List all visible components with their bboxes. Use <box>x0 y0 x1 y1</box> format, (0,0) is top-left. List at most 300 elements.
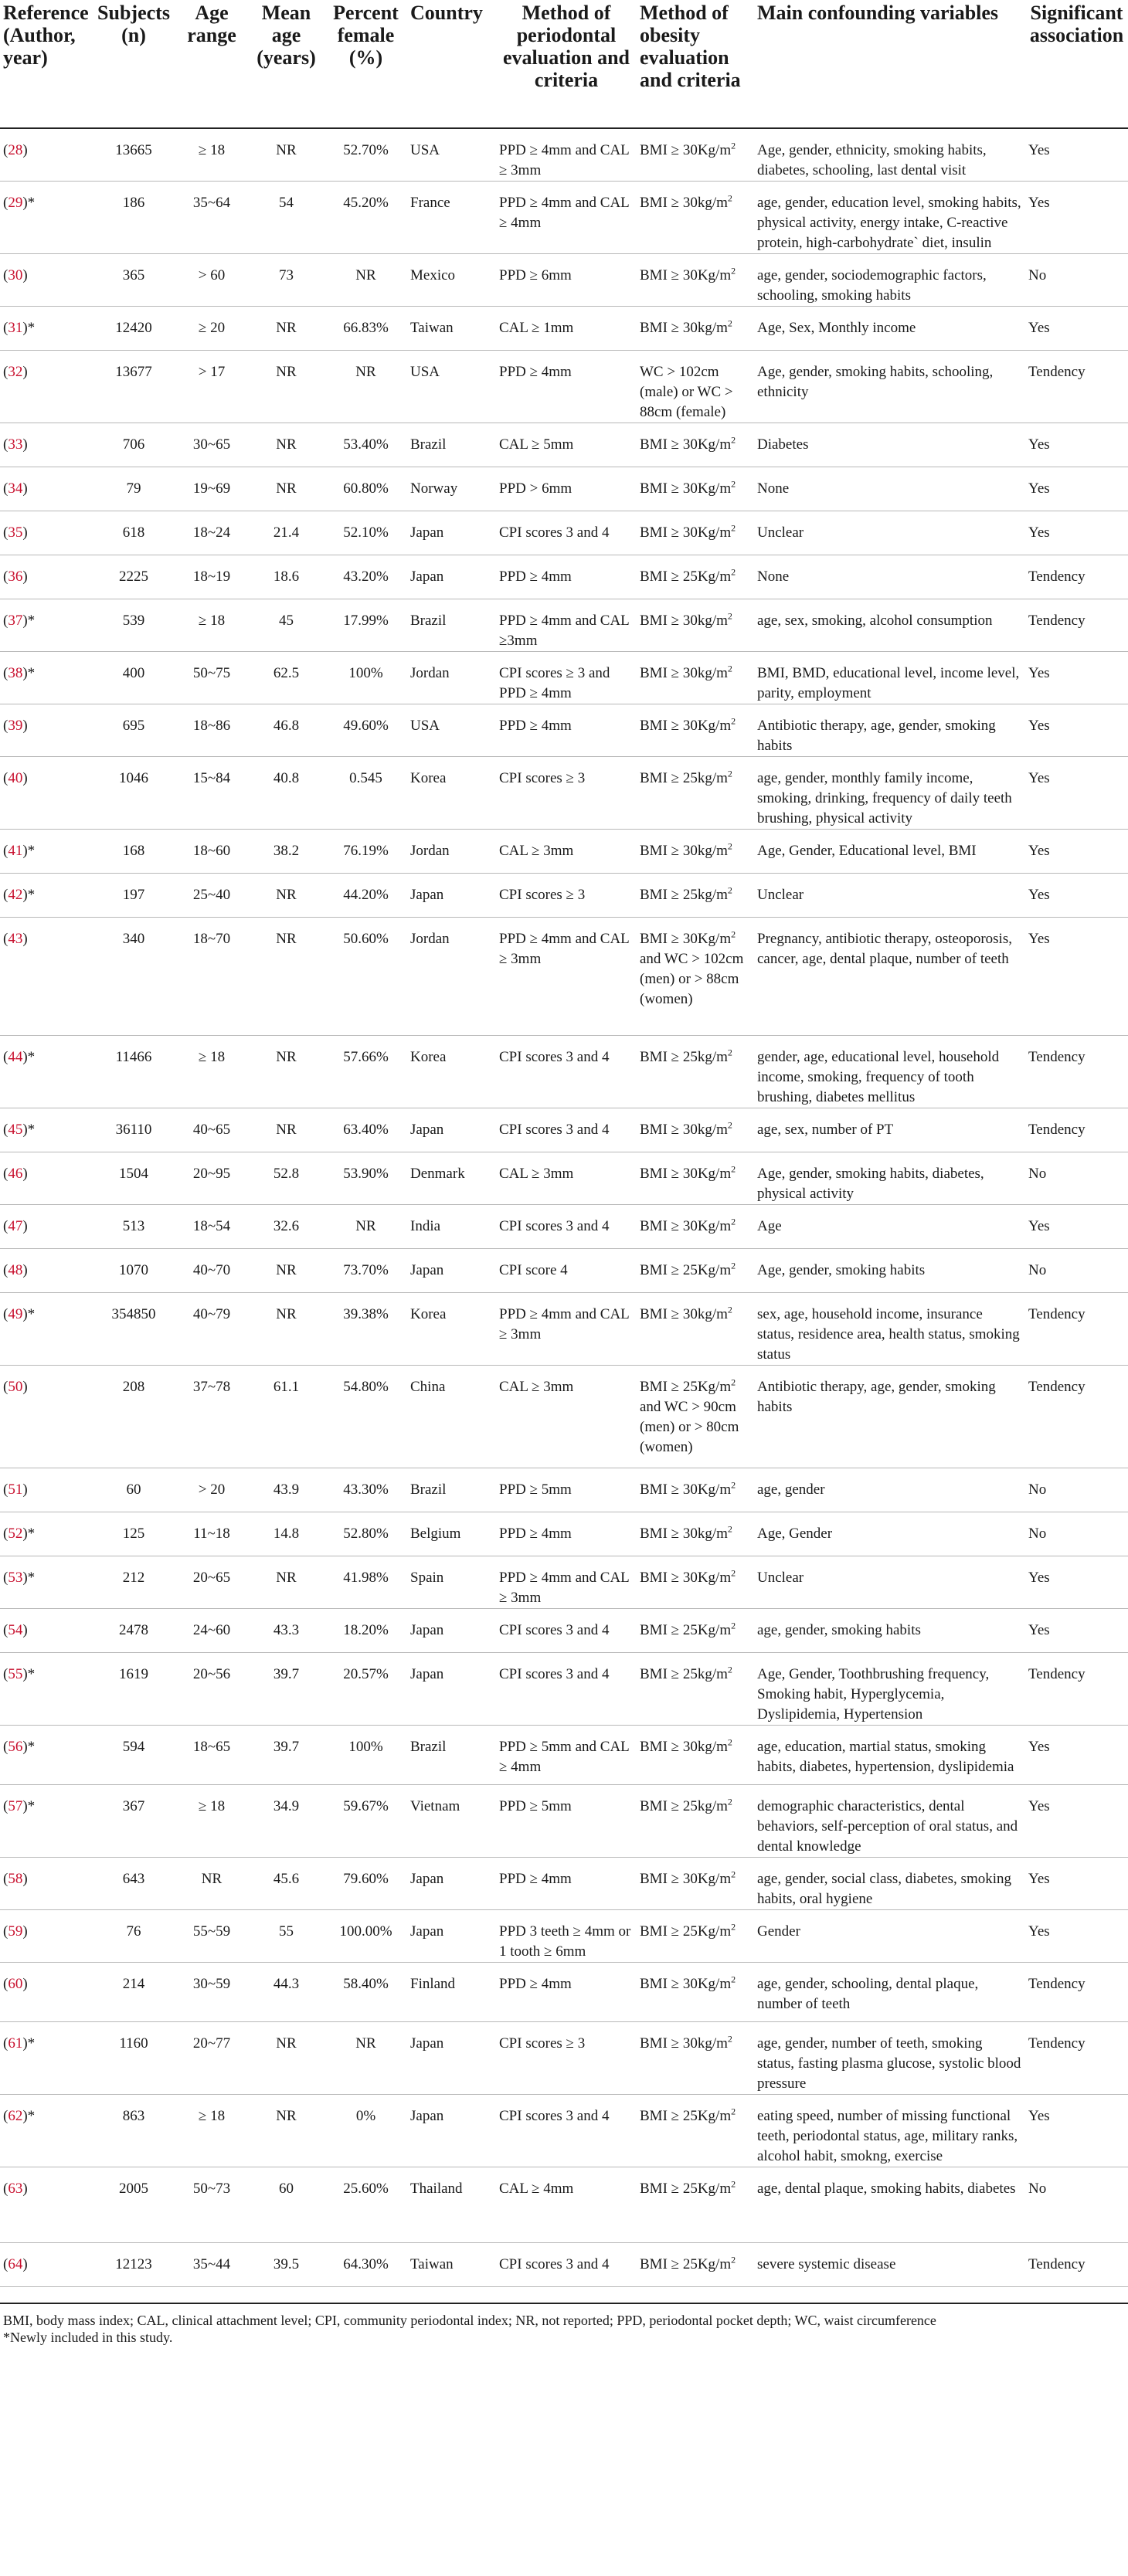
cell-reference: (53)* <box>0 1556 92 1609</box>
cell-confounders: severe systemic disease <box>754 2243 1025 2287</box>
cell-significant-association: Yes <box>1025 182 1128 254</box>
header-country: Country <box>407 0 496 128</box>
cell-percent-female: NR <box>324 254 407 307</box>
header-significant-association: Significant association <box>1025 0 1128 128</box>
cell-reference: (58) <box>0 1858 92 1910</box>
cell-significant-association: Yes <box>1025 830 1128 874</box>
cell-obesity-method: BMI ≥ $30Kg/m^2$ <box>637 254 754 307</box>
cell-obesity-method: BMI ≥ $25kg/m^2$ <box>637 757 754 830</box>
reference-link[interactable]: 62 <box>8 2108 23 2124</box>
cell-confounders: age, education, martial status, smoking habits, diabetes, hypertension, dyslipidemia <box>754 1726 1025 1785</box>
cell-confounders: age, gender, monthly family income, smoking, drinking, frequency of daily teeth brushing, physical activity <box>754 757 1025 830</box>
cell-significant-association: Tendency <box>1025 2243 1128 2287</box>
reference-link[interactable]: 44 <box>8 1049 23 1065</box>
cell-mean-age: 34.9 <box>248 1785 324 1858</box>
reference-link[interactable]: 50 <box>8 1379 23 1395</box>
cell-confounders: Age <box>754 1205 1025 1249</box>
cell-subjects: 11466 <box>92 1036 175 1108</box>
cell-age-range: > 17 <box>175 351 248 423</box>
cell-reference: (52)* <box>0 1512 92 1556</box>
cell-country: Jordan <box>407 652 496 704</box>
new-study-marker: * <box>27 1306 36 1322</box>
cell-significant-association: No <box>1025 1249 1128 1293</box>
cell-percent-female: 54.80% <box>324 1366 407 1468</box>
cell-percent-female: 66.83% <box>324 307 407 351</box>
cell-obesity-method: BMI ≥ $30kg/m^2$ <box>637 652 754 704</box>
cell-mean-age: 39.5 <box>248 2243 324 2287</box>
new-study-marker: * <box>27 665 36 681</box>
cell-reference: (34) <box>0 467 92 511</box>
reference-link[interactable]: 32 <box>8 364 23 380</box>
cell-confounders: Antibiotic therapy, age, gender, smoking habits <box>754 704 1025 757</box>
cell-obesity-method: BMI ≥ $25Kg/m^2$ <box>637 1249 754 1293</box>
cell-significant-association: Tendency <box>1025 1366 1128 1468</box>
cell-confounders: sex, age, household income, insurance status, residence area, health status, smoking status <box>754 1293 1025 1366</box>
cell-significant-association: Yes <box>1025 652 1128 704</box>
cell-reference: (40) <box>0 757 92 830</box>
cell-country: Norway <box>407 467 496 511</box>
cell-significant-association: Yes <box>1025 918 1128 1036</box>
cell-significant-association: No <box>1025 254 1128 307</box>
cell-percent-female: NR <box>324 1205 407 1249</box>
cell-mean-age: 14.8 <box>248 1512 324 1556</box>
reference-link[interactable]: 52 <box>8 1526 23 1542</box>
cell-age-range: > 20 <box>175 1468 248 1512</box>
cell-age-range: 30~65 <box>175 423 248 467</box>
cell-country: France <box>407 182 496 254</box>
cell-periodontal-method: PPD ≥ 5mm <box>496 1468 637 1512</box>
cell-subjects: 208 <box>92 1366 175 1468</box>
table-row <box>0 1366 1128 1468</box>
cell-subjects: 367 <box>92 1785 175 1858</box>
cell-obesity-method: BMI ≥ $30Kg/m^2$ <box>637 704 754 757</box>
cell-age-range: 18~60 <box>175 830 248 874</box>
cell-reference: (51) <box>0 1468 92 1512</box>
header-confounders: Main confounding variables <box>754 0 1025 128</box>
cell-mean-age: 62.5 <box>248 652 324 704</box>
cell-subjects: 13677 <box>92 351 175 423</box>
cell-mean-age: NR <box>248 423 324 467</box>
cell-country: Brazil <box>407 1468 496 1512</box>
cell-periodontal-method: PPD ≥ 5mm <box>496 1785 637 1858</box>
cell-country: Brazil <box>407 423 496 467</box>
reference-link[interactable]: 57 <box>8 1798 23 1814</box>
reference-link[interactable]: 28 <box>8 142 23 158</box>
cell-age-range: 18~24 <box>175 511 248 555</box>
cell-obesity-method: BMI ≥ $25kg/m^2$ <box>637 1036 754 1108</box>
cell-periodontal-method: CPI scores 3 and 4 <box>496 1609 637 1653</box>
cell-percent-female: 50.60% <box>324 918 407 1036</box>
reference-link[interactable]: 33 <box>8 436 23 453</box>
cell-subjects: 706 <box>92 423 175 467</box>
cell-mean-age: 43.3 <box>248 1609 324 1653</box>
new-study-marker: * <box>27 320 36 336</box>
cell-obesity-method: BMI ≥ $30kg/m^2$ <box>637 307 754 351</box>
cell-obesity-method: BMI ≥ $25Kg/m^2$ <box>637 2243 754 2287</box>
cell-age-range: 30~59 <box>175 1963 248 2022</box>
table-row <box>0 1609 1128 1653</box>
reference-link[interactable]: 64 <box>8 2256 23 2272</box>
table-row <box>0 599 1128 652</box>
table-row <box>0 830 1128 874</box>
cell-country: Japan <box>407 555 496 599</box>
reference-link[interactable]: 63 <box>8 2181 23 2197</box>
reference-link[interactable]: 51 <box>8 1481 23 1498</box>
reference-link[interactable]: 47 <box>8 1218 23 1234</box>
cell-mean-age: NR <box>248 1108 324 1152</box>
cell-percent-female: 59.67% <box>324 1785 407 1858</box>
cell-reference: (42)* <box>0 874 92 918</box>
cell-percent-female: 79.60% <box>324 1858 407 1910</box>
cell-country: Jordan <box>407 830 496 874</box>
cell-country: Korea <box>407 1293 496 1366</box>
reference-link[interactable]: 58 <box>8 1871 23 1887</box>
new-study-marker: * <box>27 1739 36 1755</box>
cell-country: Brazil <box>407 599 496 652</box>
table-row <box>0 2095 1128 2167</box>
cell-significant-association: No <box>1025 2167 1128 2243</box>
new-study-marker: * <box>27 1570 36 1586</box>
cell-subjects: 1070 <box>92 1249 175 1293</box>
cell-reference: (61)* <box>0 2022 92 2095</box>
table-row <box>0 423 1128 467</box>
cell-periodontal-method: CPI score 4 <box>496 1249 637 1293</box>
cell-mean-age: NR <box>248 2022 324 2095</box>
cell-periodontal-method: CPI scores ≥ 3 and PPD ≥ 4mm <box>496 652 637 704</box>
cell-subjects: 695 <box>92 704 175 757</box>
cell-country: USA <box>407 128 496 182</box>
cell-significant-association: Yes <box>1025 128 1128 182</box>
cell-obesity-method: BMI ≥ $25kg/m^2$ <box>637 1653 754 1726</box>
cell-percent-female: 49.60% <box>324 704 407 757</box>
cell-significant-association: Yes <box>1025 1205 1128 1249</box>
reference-link[interactable]: 30 <box>8 267 23 283</box>
reference-link[interactable]: 40 <box>8 770 23 786</box>
cell-significant-association: Yes <box>1025 874 1128 918</box>
cell-age-range: 20~77 <box>175 2022 248 2095</box>
new-study-marker: * <box>27 613 36 629</box>
cell-mean-age: NR <box>248 1293 324 1366</box>
cell-periodontal-method: PPD ≥ 4mm and CAL ≥ 4mm <box>496 182 637 254</box>
cell-periodontal-method: CPI scores 3 and 4 <box>496 2095 637 2167</box>
cell-confounders: age, sex, smoking, alcohol consumption <box>754 599 1025 652</box>
cell-percent-female: 45.20% <box>324 182 407 254</box>
cell-country: Finland <box>407 1963 496 2022</box>
cell-confounders: gender, age, educational level, household income, smoking, frequency of tooth brushing, diabetes mellitus <box>754 1036 1025 1108</box>
table-row <box>0 555 1128 599</box>
cell-percent-female: 0.545 <box>324 757 407 830</box>
cell-country: Spain <box>407 1556 496 1609</box>
cell-mean-age: NR <box>248 128 324 182</box>
reference-link[interactable]: 35 <box>8 524 23 541</box>
cell-reference: (50) <box>0 1366 92 1468</box>
cell-significant-association: Tendency <box>1025 1108 1128 1152</box>
reference-link[interactable]: 34 <box>8 480 23 497</box>
reference-link[interactable]: 36 <box>8 568 23 585</box>
header-obesity-method: Method of obesity evaluation and criteria <box>637 0 754 128</box>
cell-mean-age: 52.8 <box>248 1152 324 1205</box>
cell-confounders: Antibiotic therapy, age, gender, smoking habits <box>754 1366 1025 1468</box>
reference-link[interactable]: 31 <box>8 320 23 336</box>
cell-age-range: ≥ 18 <box>175 1785 248 1858</box>
cell-country: Taiwan <box>407 307 496 351</box>
cell-subjects: 1046 <box>92 757 175 830</box>
cell-country: Japan <box>407 1858 496 1910</box>
cell-mean-age: 54 <box>248 182 324 254</box>
cell-confounders: Unclear <box>754 1556 1025 1609</box>
reference-link[interactable]: 54 <box>8 1622 23 1638</box>
cell-significant-association: Yes <box>1025 704 1128 757</box>
cell-obesity-method: BMI ≥ $25Kg/m^2$ <box>637 2167 754 2243</box>
cell-subjects: 1619 <box>92 1653 175 1726</box>
cell-periodontal-method: PPD ≥ 4mm and CAL ≥ 3mm <box>496 1556 637 1609</box>
cell-confounders: age, dental plaque, smoking habits, diabetes <box>754 2167 1025 2243</box>
table-row <box>0 918 1128 1036</box>
table-row <box>0 1512 1128 1556</box>
cell-periodontal-method: PPD ≥ 4mm and CAL ≥ 3mm <box>496 1293 637 1366</box>
cell-age-range: NR <box>175 1858 248 1910</box>
cell-confounders: age, gender, sociodemographic factors, schooling, smoking habits <box>754 254 1025 307</box>
cell-country: India <box>407 1205 496 1249</box>
cell-subjects: 539 <box>92 599 175 652</box>
cell-mean-age: 21.4 <box>248 511 324 555</box>
cell-age-range: 37~78 <box>175 1366 248 1468</box>
cell-age-range: 40~70 <box>175 1249 248 1293</box>
cell-periodontal-method: CAL ≥ 1mm <box>496 307 637 351</box>
table-row <box>0 351 1128 423</box>
cell-reference: (62)* <box>0 2095 92 2167</box>
reference-link[interactable]: 29 <box>8 195 23 211</box>
reference-link[interactable]: 39 <box>8 718 23 734</box>
cell-country: Korea <box>407 1036 496 1108</box>
cell-obesity-method: BMI ≥ $30Kg/m^2$ <box>637 1152 754 1205</box>
cell-subjects: 594 <box>92 1726 175 1785</box>
cell-significant-association: Tendency <box>1025 1293 1128 1366</box>
cell-confounders: Diabetes <box>754 423 1025 467</box>
cell-age-range: 15~84 <box>175 757 248 830</box>
reference-link[interactable]: 60 <box>8 1976 23 1992</box>
cell-country: Japan <box>407 1609 496 1653</box>
table-row <box>0 467 1128 511</box>
cell-percent-female: 43.30% <box>324 1468 407 1512</box>
cell-mean-age: 45.6 <box>248 1858 324 1910</box>
cell-country: Japan <box>407 874 496 918</box>
cell-significant-association: Yes <box>1025 423 1128 467</box>
cell-obesity-method: BMI ≥ $30kg/m^2$ <box>637 2022 754 2095</box>
cell-percent-female: NR <box>324 2022 407 2095</box>
cell-periodontal-method: PPD ≥ 4mm <box>496 1512 637 1556</box>
table-body <box>0 128 1128 2287</box>
table-row <box>0 2167 1128 2243</box>
new-study-marker: * <box>27 1666 36 1682</box>
cell-obesity-method: BMI ≥ $30kg/m^2$ <box>637 830 754 874</box>
cell-reference: (37)* <box>0 599 92 652</box>
cell-obesity-method: BMI ≥ $30kg/m^2$ <box>637 1293 754 1366</box>
cell-mean-age: 73 <box>248 254 324 307</box>
cell-age-range: ≥ 18 <box>175 128 248 182</box>
reference-link[interactable]: 46 <box>8 1166 23 1182</box>
cell-age-range: 19~69 <box>175 467 248 511</box>
cell-reference: (36) <box>0 555 92 599</box>
cell-reference: (28) <box>0 128 92 182</box>
cell-percent-female: 58.40% <box>324 1963 407 2022</box>
cell-significant-association: Tendency <box>1025 2022 1128 2095</box>
cell-subjects: 186 <box>92 182 175 254</box>
new-study-marker: * <box>27 2108 36 2124</box>
cell-percent-female: 100% <box>324 652 407 704</box>
cell-obesity-method: BMI ≥ $30Kg/m^2$ <box>637 1468 754 1512</box>
reference-link[interactable]: 42 <box>8 887 23 903</box>
new-study-marker: * <box>27 887 36 903</box>
table-footnotes <box>0 2303 1128 2346</box>
cell-subjects: 365 <box>92 254 175 307</box>
cell-mean-age: 43.9 <box>248 1468 324 1512</box>
cell-percent-female: 41.98% <box>324 1556 407 1609</box>
cell-percent-female: 52.70% <box>324 128 407 182</box>
cell-confounders: Age, Sex, Monthly income <box>754 307 1025 351</box>
table-row <box>0 182 1128 254</box>
cell-age-range: 20~56 <box>175 1653 248 1726</box>
cell-percent-female: 0% <box>324 2095 407 2167</box>
cell-subjects: 2478 <box>92 1609 175 1653</box>
cell-percent-female: 52.80% <box>324 1512 407 1556</box>
cell-periodontal-method: CPI scores 3 and 4 <box>496 1205 637 1249</box>
cell-obesity-method: BMI ≥ $30Kg/m^2$ <box>637 511 754 555</box>
reference-link[interactable]: 53 <box>8 1570 23 1586</box>
cell-significant-association: Yes <box>1025 1726 1128 1785</box>
cell-age-range: 50~73 <box>175 2167 248 2243</box>
reference-link[interactable]: 61 <box>8 2035 23 2052</box>
cell-significant-association: Yes <box>1025 511 1128 555</box>
cell-confounders: Pregnancy, antibiotic therapy, osteoporosis, cancer, age, dental plaque, number of teeth <box>754 918 1025 1036</box>
cell-periodontal-method: CPI scores 3 and 4 <box>496 1036 637 1108</box>
cell-mean-age: 18.6 <box>248 555 324 599</box>
table-header-row <box>0 0 1128 128</box>
cell-periodontal-method: PPD ≥ 5mm and CAL ≥ 4mm <box>496 1726 637 1785</box>
cell-reference: (30) <box>0 254 92 307</box>
footnote-abbreviations: BMI, body mass index; CAL, clinical attachment level; CPI, community periodontal index; NR, not reported; PPD, periodontal pocket depth; WC, waist circumference <box>3 2313 936 2328</box>
cell-percent-female: 39.38% <box>324 1293 407 1366</box>
cell-age-range: 18~86 <box>175 704 248 757</box>
cell-confounders: Age, gender, smoking habits, diabetes, physical activity <box>754 1152 1025 1205</box>
cell-confounders: BMI, BMD, educational level, income level, parity, employment <box>754 652 1025 704</box>
cell-country: Belgium <box>407 1512 496 1556</box>
cell-reference: (56)* <box>0 1726 92 1785</box>
reference-link[interactable]: 56 <box>8 1739 23 1755</box>
cell-reference: (60) <box>0 1963 92 2022</box>
cell-confounders: None <box>754 467 1025 511</box>
cell-significant-association: No <box>1025 1468 1128 1512</box>
cell-country: Japan <box>407 1910 496 1963</box>
cell-reference: (43) <box>0 918 92 1036</box>
cell-periodontal-method: CPI scores 3 and 4 <box>496 2243 637 2287</box>
cell-reference: (29)* <box>0 182 92 254</box>
cell-reference: (64) <box>0 2243 92 2287</box>
cell-mean-age: NR <box>248 918 324 1036</box>
cell-periodontal-method: CAL ≥ 3mm <box>496 1152 637 1205</box>
reference-link[interactable]: 37 <box>8 613 23 629</box>
cell-obesity-method: BMI ≥ $30kg/m^2$ <box>637 599 754 652</box>
cell-reference: (39) <box>0 704 92 757</box>
cell-obesity-method: BMI ≥ $30Kg/m^2$ <box>637 128 754 182</box>
cell-periodontal-method: PPD ≥ 4mm and CAL ≥ 3mm <box>496 918 637 1036</box>
cell-subjects: 12123 <box>92 2243 175 2287</box>
cell-percent-female: 17.99% <box>324 599 407 652</box>
cell-obesity-method: BMI ≥ $30Kg/m^2$ <box>637 1205 754 1249</box>
cell-subjects: 2225 <box>92 555 175 599</box>
reference-link[interactable]: 43 <box>8 931 23 947</box>
cell-obesity-method: BMI ≥ $25kg/m^2$ <box>637 874 754 918</box>
cell-subjects: 212 <box>92 1556 175 1609</box>
reference-link[interactable]: 49 <box>8 1306 23 1322</box>
reference-link[interactable]: 38 <box>8 665 23 681</box>
cell-subjects: 76 <box>92 1910 175 1963</box>
table-row <box>0 1556 1128 1609</box>
reference-link[interactable]: 55 <box>8 1666 23 1682</box>
cell-reference: (38)* <box>0 652 92 704</box>
cell-reference: (45)* <box>0 1108 92 1152</box>
cell-reference: (46) <box>0 1152 92 1205</box>
table-row <box>0 652 1128 704</box>
cell-country: China <box>407 1366 496 1468</box>
table-row <box>0 1205 1128 1249</box>
cell-significant-association: No <box>1025 1152 1128 1205</box>
reference-link[interactable]: 41 <box>8 843 23 859</box>
cell-periodontal-method: PPD ≥ 4mm <box>496 1858 637 1910</box>
cell-mean-age: NR <box>248 1249 324 1293</box>
cell-obesity-method: BMI ≥ $25Kg/m^2$ <box>637 1609 754 1653</box>
cell-age-range: 20~95 <box>175 1152 248 1205</box>
cell-country: Brazil <box>407 1726 496 1785</box>
cell-age-range: 18~70 <box>175 918 248 1036</box>
cell-percent-female: 100.00% <box>324 1910 407 1963</box>
cell-percent-female: 100% <box>324 1726 407 1785</box>
new-study-marker: * <box>27 2035 36 2052</box>
cell-reference: (35) <box>0 511 92 555</box>
cell-reference: (57)* <box>0 1785 92 1858</box>
cell-confounders: Age, Gender, Educational level, BMI <box>754 830 1025 874</box>
cell-significant-association: Tendency <box>1025 1036 1128 1108</box>
cell-percent-female: 63.40% <box>324 1108 407 1152</box>
cell-age-range: 55~59 <box>175 1910 248 1963</box>
table-row <box>0 1249 1128 1293</box>
reference-link[interactable]: 59 <box>8 1923 23 1940</box>
cell-significant-association: Yes <box>1025 1858 1128 1910</box>
cell-percent-female: 73.70% <box>324 1249 407 1293</box>
cell-confounders: age, gender, schooling, dental plaque, number of teeth <box>754 1963 1025 2022</box>
cell-obesity-method: BMI ≥ $30kg/m^2$ <box>637 1108 754 1152</box>
cell-significant-association: Tendency <box>1025 1653 1128 1726</box>
cell-reference: (47) <box>0 1205 92 1249</box>
cell-country: Japan <box>407 2022 496 2095</box>
cell-obesity-method: BMI ≥ $30kg/m^2$ <box>637 1512 754 1556</box>
reference-link[interactable]: 45 <box>8 1122 23 1138</box>
cell-periodontal-method: CAL ≥ 5mm <box>496 423 637 467</box>
cell-age-range: ≥ 18 <box>175 599 248 652</box>
table-row <box>0 1910 1128 1963</box>
cell-subjects: 168 <box>92 830 175 874</box>
table-row <box>0 2243 1128 2287</box>
cell-age-range: 25~40 <box>175 874 248 918</box>
cell-periodontal-method: PPD ≥ 4mm and CAL ≥ 3mm <box>496 128 637 182</box>
cell-percent-female: 60.80% <box>324 467 407 511</box>
cell-periodontal-method: CPI scores ≥ 3 <box>496 757 637 830</box>
cell-age-range: 20~65 <box>175 1556 248 1609</box>
reference-link[interactable]: 48 <box>8 1262 23 1278</box>
cell-confounders: Unclear <box>754 511 1025 555</box>
cell-subjects: 1160 <box>92 2022 175 2095</box>
header-reference: Reference (Author, year) <box>0 0 92 128</box>
